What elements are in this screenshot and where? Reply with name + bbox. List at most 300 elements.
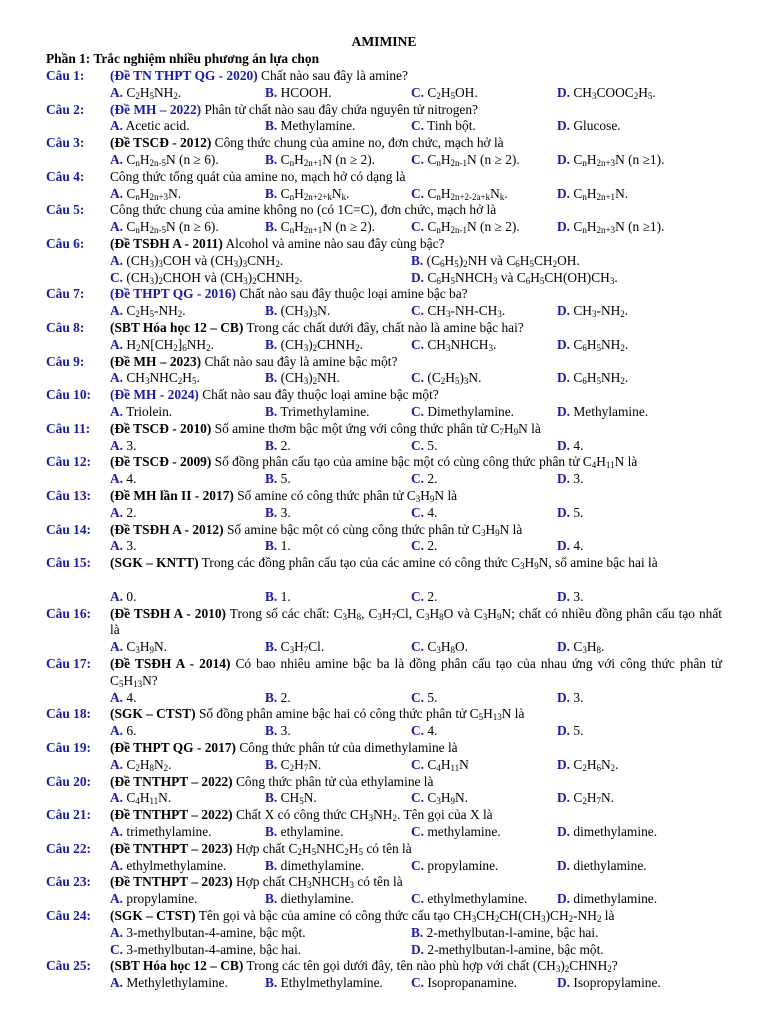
question-stem: Số đồng phân cấu tạo của amine bậc một có cùng công thức phân tử $C_4H_{11}N$ là [214,454,638,471]
question-text [110,488,722,505]
question-text [110,102,722,119]
question-number: Câu 24: [46,908,92,923]
option-letter: D. [557,471,571,487]
option-letter: A. [110,252,124,268]
option-letter: C. [411,437,425,453]
answer-option-b[interactable]: B. $C_nH_{2n+1}N$ (n ≥ 2). [265,151,376,168]
option-letter: B. [265,118,278,134]
option-letter: D. [557,504,571,520]
answer-option-c[interactable]: C. $C_nH_{2n-1}N$ (n ≥ 2). [411,151,520,168]
answer-option-b[interactable]: B. 2. [265,437,291,453]
option-letter: A. [110,823,124,839]
answer-option-d[interactable]: D. $C_6H_5NHCH_3$ và $C_6H_5CH(OH)CH_3$. [411,269,618,286]
answer-option-c[interactable]: C. $C_nH_{2n+2-2a+k}N_k$. [411,185,508,202]
answer-option-a[interactable]: A. 0. [110,588,137,604]
answer-option-b[interactable]: B. $(CH_3)_2NH$. [265,370,340,387]
answer-option-a[interactable]: A. 4. [110,471,137,487]
question-number: Câu 2: [46,101,85,117]
option-letter: B. [265,823,278,839]
question-source: (Đề TSCĐ - 2012) [110,135,212,151]
answer-option-c[interactable]: C. methylamine. [411,823,501,839]
answer-option-d[interactable]: D. Isopropylamine. [557,975,661,991]
answer-options-row [110,152,722,169]
question-number: Câu 3: [46,135,85,151]
answer-option-a[interactable]: A. $C_nH_{2n-5}N$ (n ≥ 6). [110,151,219,168]
question-stem: Công thức phân tử của ethylamine là [236,773,434,789]
option-letter: D. [557,790,571,806]
option-letter: D. [557,370,571,386]
answer-option-d[interactable]: D. $C_nH_{2n+1}N$. [557,185,629,202]
question-stem: Trong các tên gọi dưới đây, tên nào phù hợp với chất $(CH_3)_2CHNH_2$? [246,958,618,975]
answer-options-row [110,824,722,841]
question-source: (Đề TSCĐ - 2010) [110,420,212,436]
answer-option-a[interactable]: A. Triolein. [110,403,173,419]
option-letter: C. [411,151,425,167]
question-source: (Đề TSĐH A - 2014) [110,656,231,671]
question-number: Câu 22: [46,840,92,856]
question-text [110,555,722,572]
option-letter: A. [110,303,124,319]
option-letter: B. [265,336,278,352]
answer-option-c[interactable]: C. $CH_3NHCH_3$. [411,336,497,353]
answer-option-b[interactable]: B. 5. [265,471,291,487]
answer-option-c[interactable]: C. $(C_2H_5)_3N$. [411,370,482,387]
answer-option-c[interactable]: C. 5. [411,689,438,705]
answer-options-row [110,505,722,522]
answer-options-row [110,404,722,421]
answer-option-c[interactable]: C. 4. [411,504,438,520]
question-text [110,454,722,471]
answer-option-b[interactable]: B. diethylamine. [265,891,354,907]
question-text [110,68,722,85]
question-number: Câu 10: [46,387,92,403]
option-letter: A. [110,336,124,352]
answer-option-a[interactable]: A. 2. [110,504,137,520]
answer-option-a[interactable]: A. $C_4H_{11}N$. [110,790,172,807]
question-number: Câu 5: [46,202,85,218]
option-letter: D. [557,857,571,873]
option-letter: A. [110,403,124,419]
question-stem: Chất X có công thức $CH_3NH_2$. Tên gọi của X là [236,807,493,824]
answer-option-d[interactable]: D. 4. [557,437,584,453]
answer-options-row [110,303,722,320]
question-source: (SBT Hóa học 12 – CB) [110,958,244,974]
option-letter: C. [411,857,425,873]
option-letter: C. [411,185,425,201]
option-letter: D. [557,336,571,352]
option-letter: A. [110,185,124,201]
answer-option-c[interactable]: C. $(CH_3)_2CHOH$ và $(CH_3)_2CHNH_2$. [110,269,303,286]
question-number: Câu 19: [46,740,92,755]
question-text [110,286,722,303]
option-letter: A. [110,975,124,991]
answer-option-a[interactable]: A. 4. [110,689,137,705]
option-letter: D. [557,891,571,907]
answer-option-a[interactable]: A. 6. [110,723,137,739]
answer-option-c[interactable]: C. $C_nH_{2n-1}N$ (n ≥ 2). [411,219,520,236]
answer-option-d[interactable]: D. $C_6H_5NH_2$. [557,336,629,353]
answer-option-a[interactable]: A. $H_2N[CH_2]_6NH_2$. [110,336,214,353]
answer-option-c[interactable]: C. $C_2H_5OH$. [411,84,478,101]
answer-option-d[interactable]: D. $C_2H_7N$. [557,790,615,807]
answer-option-d[interactable]: D. $C_6H_5NH_2$. [557,370,629,387]
answer-option-a[interactable]: A. $C_2H_5NH_2$. [110,84,182,101]
option-letter: D. [557,639,571,655]
option-letter: B. [411,924,424,940]
answer-options-row [110,790,722,807]
answer-option-b[interactable]: B. $(CH_3)_3N$. [265,303,331,320]
option-letter: A. [110,118,124,134]
answer-option-b[interactable]: B. HCOOH. [265,84,332,100]
question-number: Câu 6: [46,236,85,251]
question-text [110,135,722,152]
option-letter: B. [265,790,278,806]
option-letter: B. [265,538,278,554]
option-letter: A. [110,689,124,705]
question-source: (Đề MH – 2022) [110,101,202,117]
option-letter: D. [557,185,571,201]
answer-option-b[interactable]: B. Trimethylamine. [265,403,370,419]
question-source: (Đề MH – 2023) [110,353,202,369]
answer-option-a[interactable]: A. Methylethylamine. [110,975,228,991]
answer-options-row [110,925,722,942]
answer-option-a[interactable]: A. propylamine. [110,891,198,907]
question-number: Câu 15: [46,555,92,571]
answer-option-a[interactable]: A. 3. [110,538,137,554]
answer-option-d[interactable]: D. $CH_3COOC_2H_5$. [557,84,656,101]
question-text [110,740,722,757]
question-source: (Đề TSĐH A - 2011) [110,236,223,251]
question-stem: Công thức chung của amine không no (có 1C=C), đơn chức, mạch hở là [110,202,497,218]
answer-option-b[interactable]: B. $C_3H_7Cl$. [265,639,325,656]
option-letter: C. [411,588,425,604]
answer-options-row [110,757,722,774]
option-letter: C. [411,403,425,419]
option-letter: C. [411,336,425,352]
question-number: Câu 20: [46,773,92,789]
answer-option-c[interactable]: C. $C_3H_8O$. [411,639,469,656]
answer-options-row [110,723,722,740]
question-source: (SGK – CTST) [110,706,196,722]
option-letter: D. [557,303,571,319]
option-letter: A. [110,639,124,655]
question-text [110,908,722,925]
answer-option-b[interactable]: B. $C_nH_{2n+2+k}N_k$. [265,185,350,202]
option-letter: D. [557,151,571,167]
answer-options-row [110,118,722,135]
option-letter: C. [411,538,425,554]
option-letter: A. [110,723,124,739]
question-number: Câu 18: [46,706,92,722]
question-number: Câu 16: [46,605,92,621]
option-letter: A. [110,891,124,907]
option-letter: C. [411,790,425,806]
option-letter: B. [411,252,424,268]
option-letter: D. [557,756,571,772]
option-letter: D. [557,689,571,705]
answer-option-c[interactable]: C. $CH_3-NH-CH_3$. [411,303,506,320]
question-text [110,958,722,975]
answer-option-b[interactable]: B. $(CH_3)_2CHNH_2$. [265,336,363,353]
option-letter: B. [265,975,278,991]
answer-option-d[interactable]: D. diethylamine. [557,857,647,873]
answer-option-c[interactable]: C. $C_3H_9N$. [411,790,469,807]
answer-option-b[interactable]: B. 2-methylbutan-l-amine, bậc hai. [411,924,599,940]
option-letter: B. [265,689,278,705]
option-letter: C. [411,689,425,705]
option-letter: B. [265,756,278,772]
answer-option-c[interactable]: C. 5. [411,437,438,453]
question-text [110,236,722,253]
answer-option-b[interactable]: B. 1. [265,588,291,604]
question-stem: Chất nào sau đây là amine bậc một? [204,353,398,369]
answer-option-a[interactable]: A. Acetic acid. [110,118,190,134]
answer-option-a[interactable]: A. $(CH_3)_3COH$ và $(CH_3)_3CNH_2$. [110,252,284,269]
question-source: (Đề TN THPT QG - 2020) [110,68,258,83]
option-letter: A. [110,588,124,604]
answer-options-row [110,471,722,488]
option-letter: C. [110,269,124,285]
option-letter: C. [411,471,425,487]
question-text [110,387,722,404]
answer-option-a[interactable]: A. $CH_3NHC_2H_5$. [110,370,200,387]
option-letter: D. [411,941,425,957]
question-text [110,874,722,891]
question-number: Câu 25: [46,958,92,974]
option-letter: A. [110,84,124,100]
answer-option-d[interactable]: D. dimethylamine. [557,891,658,907]
option-letter: C. [411,891,425,907]
question-number: Câu 9: [46,353,85,369]
question-stem: Hợp chất $C_2H_5NHC_2H_5$ có tên là [236,840,412,857]
answer-option-a[interactable]: A. $C_2H_5-NH_2$. [110,303,186,320]
option-letter: A. [110,790,124,806]
question-source: (Đề TNTHPT – 2023) [110,874,233,890]
option-letter: A. [110,471,124,487]
question-stem: Chất nào sau đây thuộc loại amine bậc ba? [239,286,468,302]
option-letter: B. [265,219,278,235]
option-letter: D. [557,823,571,839]
option-letter: A. [110,857,124,873]
answer-options-row [110,589,722,606]
answer-option-d[interactable]: D. $C_nH_{2n+3}N$ (n ≥1). [557,219,665,236]
answer-option-b[interactable]: B. dimethylamine. [265,857,365,873]
answer-option-b[interactable]: B. 1. [265,538,291,554]
option-letter: A. [110,504,124,520]
option-letter: A. [110,151,124,167]
question-number: Câu 4: [46,168,85,184]
answer-option-b[interactable]: B. Methylamine. [265,118,356,134]
answer-option-a[interactable]: A. 3. [110,437,137,453]
answer-options-row [110,891,722,908]
document-title: AMIMINE [351,34,417,49]
answer-option-b[interactable]: B. 3. [265,504,291,520]
question-stem: Số amine có công thức phân tử $C_3H_9N$ là [237,488,458,504]
answer-option-a[interactable]: A. $C_nH_{2n-5}N$ (n ≥ 6). [110,219,219,236]
option-letter: C. [411,823,425,839]
answer-options-row [110,858,722,875]
option-letter: A. [110,924,124,940]
question-stem: Hợp chất $CH_3NHCH_3$ có tên là [236,874,403,891]
option-letter: B. [265,303,278,319]
answer-option-d[interactable]: D. $C_nH_{2n+3}N$ (n ≥1). [557,151,665,168]
answer-options-row [110,370,722,387]
answer-option-b[interactable]: B. $CH_5N$. [265,790,317,807]
answer-option-d[interactable]: D. 3. [557,471,584,487]
option-letter: C. [411,504,425,520]
question-stem: Phân tử chất nào sau đây chứa nguyên tử nitrogen? [204,101,478,117]
answer-option-d[interactable]: D. Glucose. [557,118,621,134]
question-source: (Đề TNTHPT – 2023) [110,840,233,856]
option-letter: C. [110,941,124,957]
question-text [110,320,722,337]
answer-options-row [110,270,722,287]
option-letter: B. [265,504,278,520]
answer-options-row [110,186,722,203]
question-text [110,841,722,858]
option-letter: A. [110,538,124,554]
answer-options-row [110,639,722,656]
answer-option-d[interactable]: D. 5. [557,723,584,739]
question-number: Câu 17: [46,656,92,671]
answer-option-a[interactable]: A. $C_nH_{2n+3}N$. [110,185,182,202]
question-number: Câu 23: [46,874,92,890]
question-source: (Đề TNTHPT – 2022) [110,807,233,823]
answer-option-d[interactable]: D. $C_3H_8$. [557,639,605,656]
question-source: (SBT Hóa học 12 – CB) [110,320,244,335]
answer-option-d[interactable]: D. Methylamine. [557,403,649,419]
question-source: (SGK – KNTT) [110,555,199,571]
question-text [110,807,722,824]
question-number: Câu 1: [46,68,85,83]
answer-option-c[interactable]: C. 2. [411,588,438,604]
option-letter: B. [265,403,278,419]
option-letter: D. [557,723,571,739]
option-letter: C. [411,639,425,655]
question-stem: Trong các chất dưới đây, chất nào là amine bậc hai? [246,320,524,335]
question-text [110,706,722,723]
answer-options-row [110,253,722,270]
question-text [110,202,722,219]
answer-option-c[interactable]: C. $C_4H_{11}N$ [411,756,469,773]
answer-option-d[interactable]: D. 3. [557,689,584,705]
answer-option-d[interactable]: D. 2-methylbutan-l-amine, bậc một. [411,941,604,957]
question-number: Câu 21: [46,807,92,823]
question-text [110,656,722,690]
answer-option-a[interactable]: A. trimethylamine. [110,823,212,839]
question-number: Câu 14: [46,521,92,537]
answer-options-row [110,438,722,455]
question-text [110,354,722,371]
answer-option-c[interactable]: C. Tinh bột. [411,118,476,134]
option-letter: B. [265,639,278,655]
option-letter: D. [557,437,571,453]
question-number: Câu 11: [46,420,91,436]
option-letter: B. [265,588,278,604]
question-stem: Số amine thơm bậc một ứng với công thức phân tử $C_7H_9N$ là [214,420,541,437]
answer-option-c[interactable]: C. Isopropanamine. [411,975,517,991]
answer-option-c[interactable]: C. 2. [411,538,438,554]
option-letter: A. [110,437,124,453]
answer-option-b[interactable]: B. $(C_6H_5)_2NH$ và $C_6H_5CH_2OH$. [411,252,580,269]
question-stem: Chất nào sau đây thuộc loại amine bậc một? [202,387,439,403]
option-letter: D. [557,219,571,235]
answer-option-d[interactable]: D. 5. [557,504,584,520]
option-letter: C. [411,975,425,991]
answer-option-b[interactable]: B. 2. [265,689,291,705]
answer-options-row [110,942,722,959]
question-stem: Công thức chung của amine no, đơn chức, mạch hở là [214,135,504,151]
question-source: (Đề TSĐH A - 2012) [110,521,224,537]
answer-option-b[interactable]: B. $C_2H_7N$. [265,756,322,773]
question-text [110,421,722,438]
option-letter: D. [557,538,571,554]
answer-option-d[interactable]: D. $C_2H_6N_2$. [557,756,619,773]
question-source: (Đề MH lần II - 2017) [110,488,234,503]
section-heading: Phần 1: Trắc nghiệm nhiều phương án lựa chọn [46,51,320,66]
answer-option-d[interactable]: D. $CH_3-NH_2$. [557,303,629,320]
option-letter: A. [110,219,124,235]
question-stem: Số đồng phân amine bậc hai có công thức phân tử $C_5H_{13}N$ là [198,706,525,723]
answer-option-d[interactable]: D. dimethylamine. [557,823,658,839]
option-letter: C. [411,84,425,100]
question-text [110,169,722,186]
answer-options-row [110,337,722,354]
option-letter: C. [411,219,425,235]
option-letter: A. [110,370,124,386]
question-source: (Đề THPT QG - 2016) [110,286,236,302]
answer-option-a[interactable]: A. ethylmethylamine. [110,857,227,873]
option-letter: B. [265,370,278,386]
option-letter: B. [265,471,278,487]
question-text [110,606,722,640]
answer-options-row [110,85,722,102]
answer-option-c[interactable]: C. 4. [411,723,438,739]
option-letter: C. [411,303,425,319]
answer-option-c[interactable]: C. Dimethylamine. [411,403,515,419]
question-stem: Alcohol và amine nào sau đây cùng bậc? [225,236,445,251]
question-stem: Công thức phân tử của dimethylamine là [239,740,458,755]
answer-options-row [110,538,722,555]
answer-option-c[interactable]: C. 2. [411,471,438,487]
answer-option-b[interactable]: B. Ethylmethylamine. [265,975,383,991]
option-letter: C. [411,370,425,386]
answer-option-c[interactable]: C. ethylmethylamine. [411,891,528,907]
answer-option-b[interactable]: B. 3. [265,723,291,739]
answer-option-a[interactable]: A. $C_2H_8N_2$. [110,756,172,773]
option-letter: B. [265,891,278,907]
option-letter: B. [265,723,278,739]
answer-option-d[interactable]: D. 4. [557,538,584,554]
answer-option-a[interactable]: A. 3-methylbutan-4-amine, bậc một. [110,924,306,940]
option-letter: D. [557,118,571,134]
question-stem: Chất nào sau đây là amine? [261,68,408,83]
answer-option-b[interactable]: B. $C_nH_{2n+1}N$ (n ≥ 2). [265,219,376,236]
answer-option-b[interactable]: B. ethylamine. [265,823,344,839]
question-source: (Đề TNTHPT – 2022) [110,773,233,789]
answer-option-a[interactable]: A. $C_3H_9N$. [110,639,168,656]
answer-option-d[interactable]: D. 3. [557,588,584,604]
option-letter: C. [411,118,425,134]
question-text [110,522,722,539]
answer-option-c[interactable]: C. propylamine. [411,857,499,873]
option-letter: C. [411,756,425,772]
question-stem: Có bao nhiêu amine bậc ba là đồng phân cấu tạo của nhau ứng với công thức phân tử $C_5H_{13}N$? [110,656,722,689]
option-letter: D. [557,588,571,604]
answer-option-c[interactable]: C. 3-methylbutan-4-amine, bậc hai. [110,941,302,957]
option-letter: B. [265,185,278,201]
answer-options-row [110,975,722,992]
